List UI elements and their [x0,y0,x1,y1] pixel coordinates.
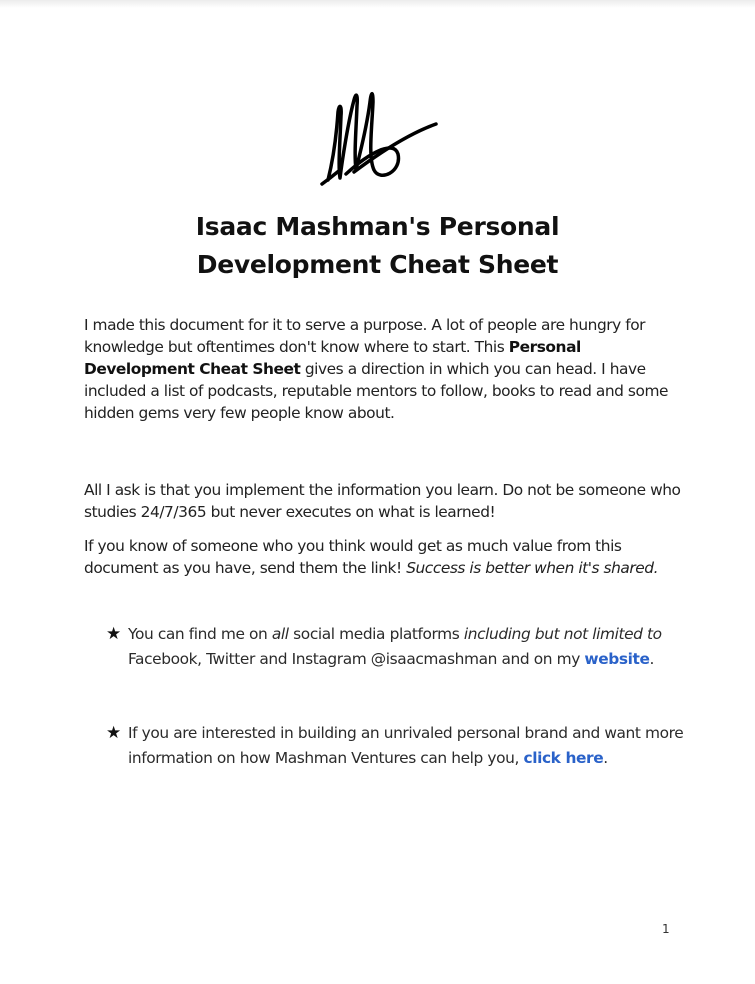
intro-text: I made this document for it to serve a purpose. A lot of people are hungry for knowledge but oftentimes don't know where to start. This [84,316,646,356]
page-title [0,208,755,284]
page-number: 1 [662,922,670,936]
bullet-italic: including but not limited to [463,625,662,643]
bullet-social-media [106,622,708,671]
bullet-text: You can find me on [128,625,272,643]
bullet-text: If you are interested in building an unrivaled personal brand and want more information on how Mashman Ventures can help you, [128,724,684,767]
title-line-2: Development Cheat Sheet [196,250,559,279]
website-link[interactable]: website [584,649,650,668]
share-italic-text: Success is better when it's shared. [406,559,659,577]
click-here-link[interactable]: click here [523,748,604,767]
title-line-1: Isaac Mashman's Personal [195,212,560,241]
bullet-text: . [649,649,655,668]
star-bullet-icon: ★ [106,723,121,743]
intro-paragraph [84,314,684,424]
signature-icon [318,82,443,187]
page-top-edge [0,0,755,8]
bullet-text: social media platforms [288,625,464,643]
share-paragraph [84,535,684,579]
intro-bold-text: Personal Development Cheat Sheet [84,338,581,378]
share-text: If you know of someone who you think would get as much value from this document as you have, send them the link! [84,537,622,577]
implement-paragraph: All I ask is that you implement the information you learn. Do not be someone who studies 24/7/365 but never executes on what is learned! [84,481,681,521]
bullet-text: Facebook, Twitter and Instagram @isaacmashman and on my [128,649,585,668]
bullet-text: . [603,748,608,767]
bullet-personal-brand [106,721,708,770]
bullet-italic: all [271,625,289,643]
intro-text-continued: gives a direction in which you can head. I have included a list of podcasts, reputable mentors to follow, books to read and some hidden gems very few people know about. [84,360,669,422]
star-bullet-icon: ★ [106,624,121,644]
